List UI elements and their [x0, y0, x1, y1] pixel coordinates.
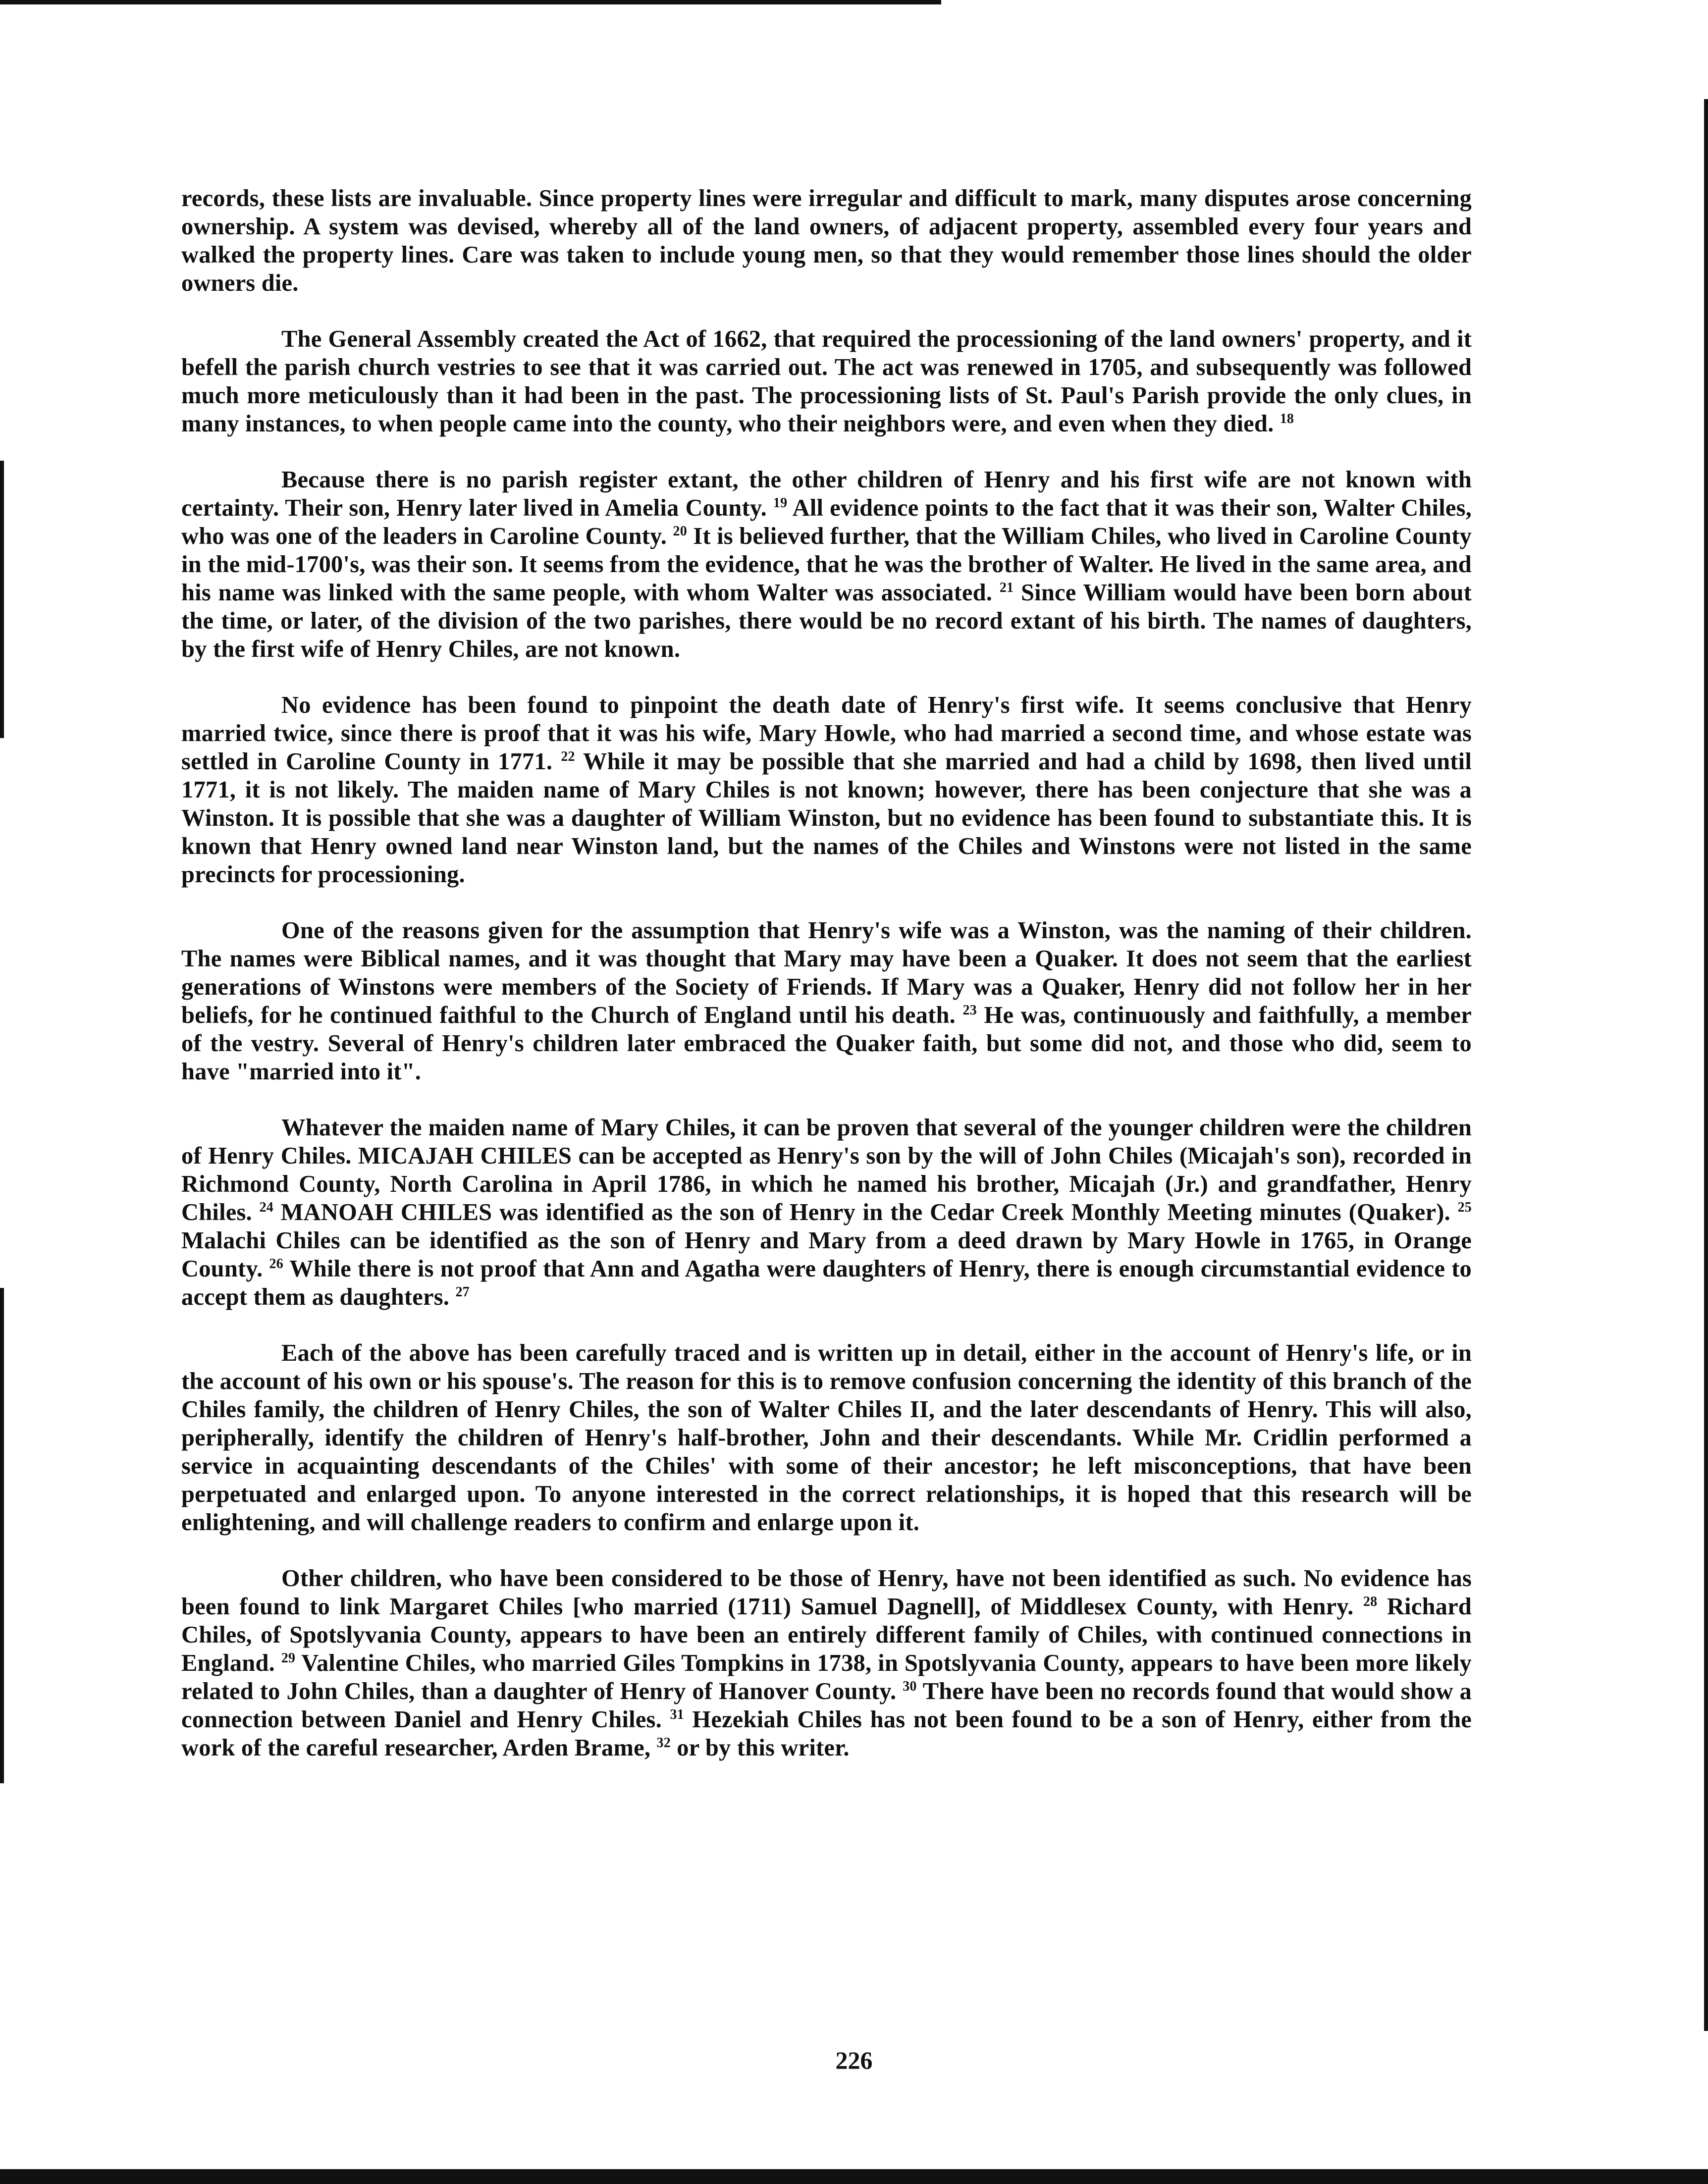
footnote-marker: 25 — [1457, 1199, 1472, 1215]
paragraph-text: Because there is no parish register extant, the other children of Henry and his first wife are not known with certainty. Their son, Henry later lived in Amelia County. — [181, 467, 1472, 521]
paragraph-text: It is believed further, that the William Chiles, who lived in Caroline County in the mid-1700's, was their son. It seems from the evidence, that he was the brother of Walter. He lived in the same area, and his name was linked with the same people, with whom Walter was associated. — [181, 523, 1472, 606]
paragraph-text: Whatever the maiden name of Mary Chiles, it can be proven that several of the younger children were the children of Henry Chiles. MICAJAH CHILES can be accepted as Henry's son by the will of John Chiles (Micajah's son), recorded in Richmond County, North Carolina in April 1786, in which he named his brother, Micajah (Jr.) and grandfather, Henry Chiles. — [181, 1115, 1472, 1225]
paragraph — [181, 1564, 1472, 1762]
paragraph-text: Malachi Chiles can be identified as the son of Henry and Mary from a deed drawn by Mary Howle in 1765, in Orange County. — [181, 1227, 1472, 1282]
paragraph — [181, 916, 1472, 1086]
paragraph-text: Valentine Chiles, who married Giles Tompkins in 1738, in Spotslyvania County, appears to have been more likely related to John Chiles, than a daughter of Henry of Hanover County. — [181, 1650, 1472, 1705]
document-body — [181, 184, 1472, 1790]
paragraph — [181, 1114, 1472, 1311]
paragraph-text: Other children, who have been considered to be those of Henry, have not been identified as such. No evidence has been found to link Margaret Chiles [who married (1711) Samuel Dagnell], of Middlesex County, with Henry. — [181, 1565, 1472, 1620]
footnote-marker: 20 — [673, 523, 687, 539]
paragraph — [181, 1339, 1472, 1537]
paragraph-text: Richard Chiles, of Spotslyvania County, appears to have been an entirely different family of Chiles, with continued connections in England. — [181, 1594, 1472, 1676]
footnote-marker: 30 — [903, 1678, 917, 1694]
left-scan-edge-lower — [0, 1288, 4, 1783]
paragraph-text: The General Assembly created the Act of 1662, that required the processioning of the land owners' property, and it befell the parish church vestries to see that it was carried out. The act was renewed in 1705, and subsequently was followed much more meticulously than it had been in the past. The processioning lists of St. Paul's Parish provide the only clues, in many instances, to when people came into the county, who their neighbors were, and even when they died. — [181, 326, 1472, 437]
paragraph-text: records, these lists are invaluable. Since property lines were irregular and difficult to mark, many disputes arose concerning ownership. A system was devised, whereby all of the land owners, of adjacent property, assembled every four years and walked the property lines. Care was taken to include young men, so that they would remember those lines should the older owners die. — [181, 185, 1472, 296]
paragraph-text: MANOAH CHILES was identified as the son of Henry in the Cedar Creek Monthly Meeting minutes (Quaker). — [273, 1199, 1458, 1225]
paragraph-text: He was, continuously and faithfully, a member of the vestry. Several of Henry's children later embraced the Quaker faith, but some did not, and those who did, seem to have "married into it". — [181, 1002, 1472, 1085]
paragraph-text: No evidence has been found to pinpoint the death date of Henry's first wife. It seems conclusive that Henry married twice, since there is proof that it was his wife, Mary Howle, who had married a second time, and whose estate was settled in Caroline County in 1771. — [181, 692, 1472, 775]
paragraph-text: While it may be possible that she married and had a child by 1698, then lived until 1771, it is not likely. The maiden name of Mary Chiles is not known; however, there has been conjecture that she was a Winston. It is possible that she was a daughter of William Winston, but no evidence has been found to substantiate this. It is known that Henry owned land near Winston land, but the names of the Chiles and Winstons were not listed in the same precincts for processioning. — [181, 748, 1472, 888]
footnote-marker: 26 — [269, 1256, 283, 1272]
footnote-marker: 32 — [656, 1735, 671, 1751]
footnote-marker: 29 — [281, 1650, 296, 1666]
paragraph-text: Since William would have been born about the time, or later, of the division of the two parishes, there would be no record extant of his birth. The names of daughters, by the first wife of Henry Chiles, are not known. — [181, 580, 1472, 662]
right-scan-edge — [1704, 99, 1708, 2031]
footnote-marker: 23 — [962, 1002, 977, 1018]
left-scan-edge — [0, 461, 4, 738]
paragraph-text: There have been no records found that would show a connection between Daniel and Henry Chiles. — [181, 1678, 1472, 1733]
paragraph-text: While there is not proof that Ann and Agatha were daughters of Henry, there is enough circumstantial evidence to accept them as daughters. — [181, 1256, 1472, 1310]
paragraph — [181, 325, 1472, 438]
footnote-marker: 28 — [1363, 1594, 1378, 1609]
paragraph-text: Each of the above has been carefully traced and is written up in detail, either in the account of Henry's life, or in the account of his own or his spouse's. The reason for this is to remove confusion concerning the identity of this branch of the Chiles family, the children of Henry Chiles, the son of Walter Chiles II, and the later descendants of Henry. This will also, peripherally, identify the children of Henry's half-brother, John and their descendants. While Mr. Cridlin performed a service in acquainting descendants of the Chiles' with some of their ancestor; he left misconceptions, that have been perpetuated and enlarged upon. To anyone interested in the correct relationships, it is hoped that this research will be enlightening, and will challenge readers to confirm and enlarge upon it. — [181, 1340, 1472, 1536]
paragraph-text: or by this writer. — [670, 1735, 850, 1761]
paragraph — [181, 466, 1472, 663]
top-scan-rule — [0, 0, 941, 4]
paragraph — [181, 184, 1472, 297]
footnote-marker: 24 — [259, 1199, 273, 1215]
page-number: 226 — [835, 2046, 873, 2074]
paragraph-text: One of the reasons given for the assumption that Henry's wife was a Winston, was the naming of their children. The names were Biblical names, and it was thought that Mary may have been a Quaker. It does not seem that the earliest generations of Winstons were members of the Society of Friends. If Mary was a Quaker, Henry did not follow her in her beliefs, for he continued faithful to the Church of England until his death. — [181, 917, 1472, 1028]
paragraph — [181, 691, 1472, 889]
footnote-marker: 21 — [999, 580, 1014, 595]
bottom-scan-band — [0, 2169, 1708, 2184]
paragraph-text: All evidence points to the fact that it was their son, Walter Chiles, who was one of the leaders in Caroline County. — [181, 495, 1472, 549]
footnote-marker: 27 — [455, 1284, 470, 1300]
footnote-marker: 22 — [561, 748, 575, 764]
footnote-marker: 19 — [773, 495, 788, 511]
footnote-marker: 18 — [1280, 411, 1294, 426]
footnote-marker: 31 — [670, 1706, 684, 1722]
paragraph-text: Hezekiah Chiles has not been found to be a son of Henry, either from the work of the careful researcher, Arden Brame, — [181, 1706, 1472, 1761]
